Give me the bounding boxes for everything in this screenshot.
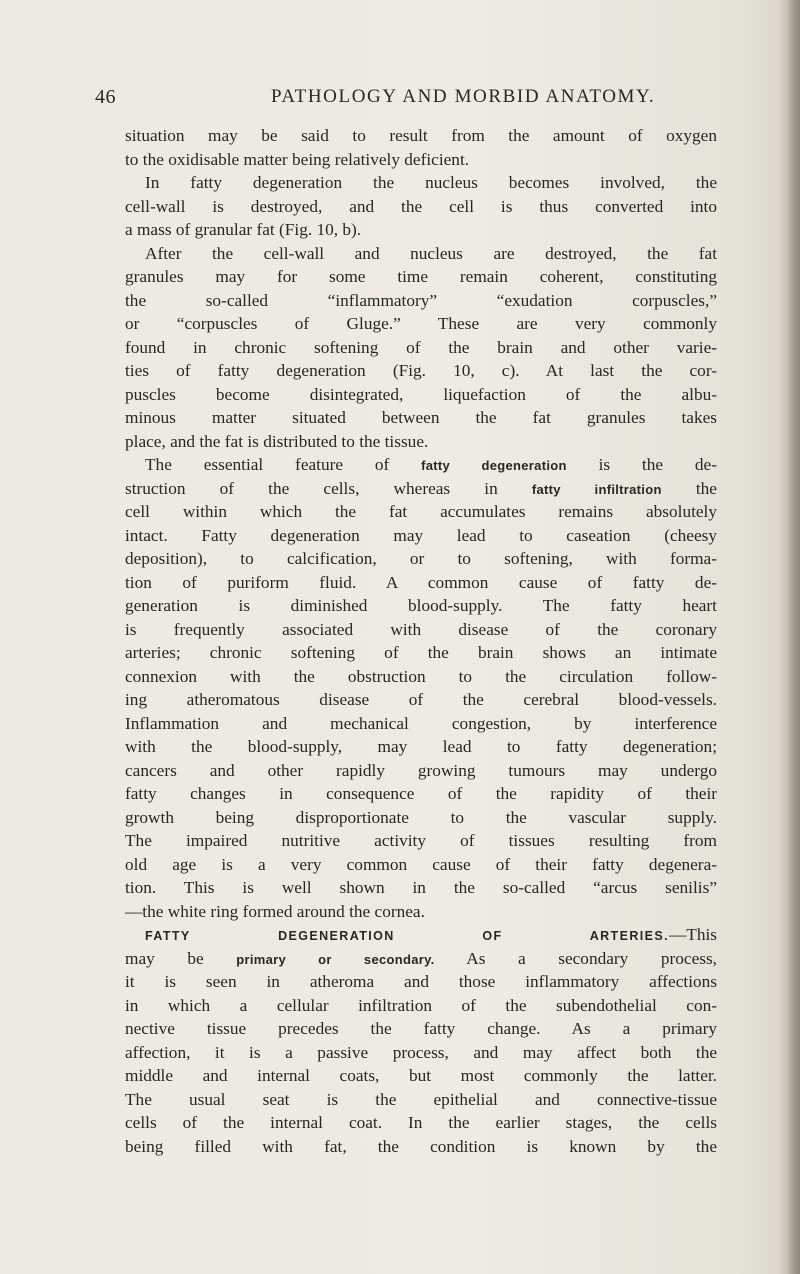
text-line: intact. Fatty degeneration may lead to caseation (cheesy [125,525,717,545]
text-line: being filled with fat, the condition is known by the [125,1136,717,1156]
text-line: fatty changes in consequence of the rapidity of their [125,784,717,803]
text-line [125,947,717,971]
text-fragment: may be [125,948,204,968]
text-line: ing atheromatous disease of the cerebral blood-vessels. [125,690,717,709]
page-number: 46 [95,86,116,108]
text-line: nective tissue precedes the fatty change. As a primary [125,1019,717,1038]
text-line: In fatty degeneration the nucleus becomes involved, the [145,173,717,192]
text-line: cells of the internal coat. In the earlier stages, the cells [125,1113,717,1132]
text-fragment: is the de- [598,455,717,474]
text-line: cell-wall is destroyed, and the cell is thus converted into [125,196,717,216]
text-line [125,453,717,477]
text-line: deposition), to calcification, or to softening, with forma- [125,549,717,568]
page-edge-shadow [778,0,800,1274]
term-fatty-infiltration: fatty infiltration [531,481,662,497]
text-line: granules may for some time remain coherent, constituting [125,267,717,286]
term-fatty-degeneration: fatty degeneration [421,458,567,473]
text-line: —the white ring formed around the cornea. [125,901,425,921]
text-line: growth being disproportionate to the vascular supply. [125,807,717,827]
text-line: connexion with the obstruction to the circulation follow- [125,666,717,686]
text-line: tion. This is well shown in the so-called “arcus senilis” [125,878,717,897]
text-line: arteries; chronic softening of the brain shows an intimate [125,643,717,662]
running-title: PATHOLOGY AND MORBID ANATOMY. [271,86,656,107]
text-fragment: As a secondary process, [466,948,718,968]
text-line: The impaired nutritive activity of tissues resulting from [125,831,717,850]
text-line: cell within which the fat accumulates remains absolutely [125,502,717,521]
text-line: affection, it is a passive process, and may affect both the [125,1042,717,1062]
text-line: Inflammation and mechanical congestion, by interference [125,713,717,733]
text-line: or “corpuscles of Gluge.” These are very commonly [125,314,717,333]
text-line: place, and the fat is distributed to the tissue. [125,431,429,451]
text-line [125,923,717,947]
text-fragment: the [695,478,717,498]
text-line: a mass of granular fat (Fig. 10, b). [125,220,362,239]
text-fragment: struction of the cells, whereas in [125,478,498,498]
body-text [125,124,717,1158]
text-fragment: The essential feature of [145,455,390,474]
text-line: in which a cellular infiltration of the subendothelial con- [125,995,717,1015]
text-line: After the cell-wall and nucleus are destroyed, the fat [145,243,717,263]
text-line: old age is a very common cause of their fatty degenera- [125,854,717,874]
text-line: minous matter situated between the fat granules takes [125,408,717,427]
text-fragment: —This [668,925,717,944]
text-line: generation is diminished blood-supply. The fatty heart [125,596,717,615]
text-line: the so-called “inflammatory” “exudation corpuscles,” [125,290,717,310]
text-line: puscles become disintegrated, liquefaction of the albu- [125,384,717,404]
text-line: is frequently associated with disease of the coronary [125,619,717,639]
text-line: cancers and other rapidly growing tumours may undergo [125,760,717,780]
text-line: middle and internal coats, but most commonly the latter. [125,1066,717,1085]
text-line: with the blood-supply, may lead to fatty degeneration; [125,737,717,756]
section-heading: FATTY DEGENERATION OF ARTERIES. [145,929,669,943]
text-line: to the oxidisable matter being relatively deficient. [125,149,470,169]
running-head [95,86,735,116]
text-line [125,477,717,501]
text-line: found in chronic softening of the brain and other varie- [125,337,717,357]
text-line: tion of puriform fluid. A common cause of fatty de- [125,572,717,592]
text-line: it is seen in atheroma and those inflammatory affections [125,972,717,991]
text-line: situation may be said to result from the amount of oxygen [125,126,717,145]
term-primary-or-secondary: primary or secondary. [236,951,435,967]
text-line: The usual seat is the epithelial and connective-tissue [125,1089,717,1109]
text-line: ties of fatty degeneration (Fig. 10, c). At last the cor- [125,361,717,380]
